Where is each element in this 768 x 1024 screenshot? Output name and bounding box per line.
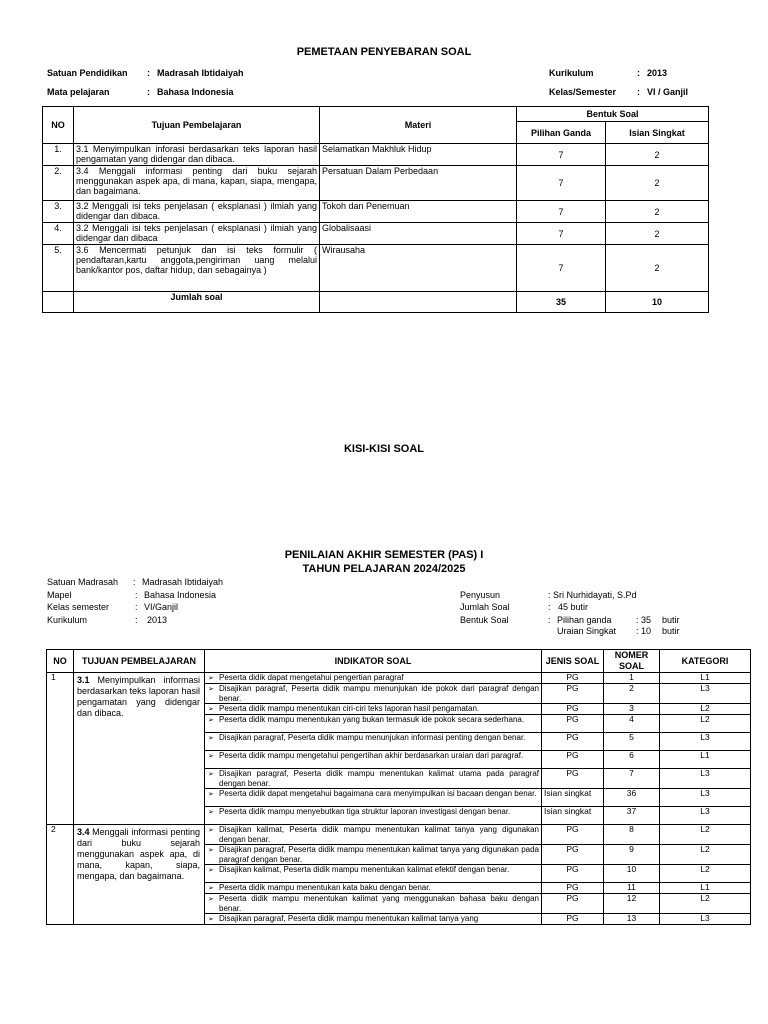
- info-value: Pilihan ganda: [557, 615, 612, 625]
- info-sep: :: [637, 68, 640, 78]
- cell-indikator: [205, 673, 542, 684]
- cell-jenis: PG: [542, 751, 604, 769]
- cell-jenis: Isian singkat: [542, 807, 604, 825]
- info-value-kurikulum: 2013: [647, 68, 668, 78]
- table-row: [43, 245, 709, 292]
- cell-no: 1.: [43, 144, 74, 166]
- indikator-text: Peserta didik dapat mengetahui bagaimana cara menyimpulkan isi bacaan dengan benar.: [219, 789, 537, 798]
- info-sep: :: [147, 87, 150, 97]
- info-sep: :: [147, 68, 150, 78]
- cell-isian: 2: [606, 201, 709, 223]
- info-value: VI/Ganjil: [144, 602, 179, 612]
- info-value: Madrasah Ibtidaiyah: [142, 577, 224, 587]
- cell-indikator: [205, 865, 542, 883]
- cell-nomer: 37: [604, 807, 660, 825]
- cell-tujuan: 3.4 Menggali informasi penting dari buku sejarah menggunakan aspek apa, di mana, kapan, siapa, mengapa, dan bagaimana.: [74, 166, 320, 201]
- cell-nomer: 12: [604, 894, 660, 914]
- cell-isian: 2: [606, 144, 709, 166]
- info-value: butir: [662, 615, 680, 625]
- info-sep: :: [637, 87, 640, 97]
- cell-indikator: [205, 883, 542, 894]
- info-value: Bahasa Indonesia: [144, 590, 217, 600]
- cell-pg: 7: [517, 144, 606, 166]
- cell-pg: 7: [517, 223, 606, 245]
- cell-kategori: L3: [660, 684, 751, 704]
- info-label-kelas: Kelas/Semester: [549, 87, 617, 97]
- bullet-arrow-icon: ➢: [208, 867, 214, 874]
- cell-indikator: [205, 684, 542, 704]
- table-row: [47, 673, 751, 684]
- cell-materi: Selamatkan Makhluk Hidup: [320, 144, 517, 166]
- total-pg: 35: [517, 292, 606, 313]
- cell-indikator: [205, 807, 542, 825]
- cell-indikator: [205, 845, 542, 865]
- bullet-arrow-icon: ➢: [208, 896, 214, 903]
- cell-kategori: L3: [660, 733, 751, 751]
- cell-nomer: 13: [604, 914, 660, 925]
- cell-nomer: 7: [604, 769, 660, 789]
- cell-tujuan: 3.1 Menyimpulkan inforasi berdasarkan teks laporan hasil pengamatan yang didengar dan dibaca.: [74, 144, 320, 166]
- bullet-arrow-icon: ➢: [208, 885, 214, 892]
- cell-nomer: 6: [604, 751, 660, 769]
- bullet-arrow-icon: ➢: [208, 809, 214, 816]
- info-value: 2013: [147, 615, 168, 625]
- info-sep: :: [548, 615, 551, 625]
- cell-nomer: 5: [604, 733, 660, 751]
- cell-no: 2: [47, 825, 74, 925]
- info-label: Kelas semester: [47, 602, 110, 612]
- info-sep: : 35: [636, 615, 652, 625]
- cell-no: 1: [47, 673, 74, 825]
- cell-isian: 2: [606, 223, 709, 245]
- header-kategori: KATEGORI: [660, 650, 751, 673]
- indikator-text: Disajikan paragraf, Peserta didik mampu menentukan kalimat tanya yang: [219, 914, 479, 923]
- pas-title-line2: TAHUN PELAJARAN 2024/2025: [302, 563, 466, 575]
- cell-pg: 7: [517, 166, 606, 201]
- cell-indikator: [205, 914, 542, 925]
- cell-nomer: 8: [604, 825, 660, 845]
- table-row: [43, 166, 709, 201]
- cell-no: 5.: [43, 245, 74, 292]
- info-label: Jumlah Soal: [460, 602, 510, 612]
- info-label: Bentuk Soal: [460, 615, 509, 625]
- indikator-text: Peserta didik mampu menentukan ciri-ciri teks laporan hasil pengamatan.: [219, 704, 480, 713]
- info-sep: :: [548, 590, 551, 600]
- tujuan-code: 3.4: [77, 827, 90, 837]
- cell-materi: Persatuan Dalam Perbedaan: [320, 166, 517, 201]
- cell-indikator: [205, 733, 542, 751]
- info-sep: :: [135, 590, 138, 600]
- indikator-text: Peserta didik mampu menyebutkan tiga struktur laporan investigasi dengan benar.: [219, 807, 511, 816]
- indikator-text: Disajikan kalimat, Peserta didik mampu menentukan kalimat efektif dengan benar.: [219, 865, 510, 874]
- cell-nomer: 9: [604, 845, 660, 865]
- bullet-arrow-icon: ➢: [208, 735, 214, 742]
- cell-materi: Tokoh dan Penemuan: [320, 201, 517, 223]
- cell-indikator: [205, 715, 542, 733]
- cell-materi: Globalisaasi: [320, 223, 517, 245]
- indikator-text: Disajikan kalimat, Peserta didik mampu menentukan kalimat tanya yang digunakan dengan benar.: [219, 825, 539, 844]
- total-isian: 10: [606, 292, 709, 313]
- indikator-text: Disajikan paragraf, Peserta didik mampu menentukan kalimat tanya yang digunakan pada paragraf dengan benar.: [219, 845, 539, 864]
- tujuan-text: Menggali informasi penting dari buku sejarah menggunakan aspek apa, di mana, kapan, siapa, mengapa, dan bagaimana.: [77, 827, 200, 881]
- bullet-arrow-icon: ➢: [208, 753, 214, 760]
- info-value-satuan: Madrasah Ibtidaiyah: [157, 68, 244, 78]
- cell-kategori: L1: [660, 751, 751, 769]
- cell-tujuan: 3.2 Menggali isi teks penjelasan ( eksplanasi ) ilmiah yang didengar dan dibaca.: [74, 201, 320, 223]
- header-nomer: NOMER SOAL: [604, 650, 660, 673]
- header-tujuan: Tujuan Pembelajaran: [74, 107, 320, 144]
- info-label-kurikulum: Kurikulum: [549, 68, 594, 78]
- cell-isian: 2: [606, 166, 709, 201]
- pemetaan-table: [42, 106, 709, 313]
- bullet-arrow-icon: ➢: [208, 827, 214, 834]
- info-label-satuan: Satuan Pendidikan: [47, 68, 128, 78]
- info-sep: :: [133, 577, 136, 587]
- cell-indikator: [205, 769, 542, 789]
- cell-kategori: L2: [660, 845, 751, 865]
- total-row: [43, 292, 709, 313]
- indikator-text: Peserta didik mampu mengetahui pengertihan akhir berdasarkan uraian dari paragraf.: [219, 751, 524, 760]
- info-label-mapel: Mata pelajaran: [47, 87, 110, 97]
- bullet-arrow-icon: ➢: [208, 916, 214, 923]
- cell-jenis: PG: [542, 673, 604, 684]
- info-sep: :: [548, 602, 551, 612]
- cell-kategori: L3: [660, 807, 751, 825]
- cell-jenis: PG: [542, 845, 604, 865]
- bullet-arrow-icon: ➢: [208, 675, 214, 682]
- cell-indikator: [205, 825, 542, 845]
- indikator-text: Peserta didik dapat mengetahui pengertian paragraf: [219, 673, 404, 682]
- cell-nomer: 3: [604, 704, 660, 715]
- cell-nomer: 4: [604, 715, 660, 733]
- cell-pg: 7: [517, 201, 606, 223]
- total-label: Jumlah soal: [74, 292, 320, 313]
- cell-indikator: [205, 751, 542, 769]
- cell-jenis: PG: [542, 715, 604, 733]
- indikator-text: Disajikan paragraf, Peserta didik mampu menunjukan ide pokok dari paragraf dengan benar.: [219, 684, 539, 703]
- cell-kategori: L3: [660, 914, 751, 925]
- cell-pg: 7: [517, 245, 606, 292]
- cell-kategori: L2: [660, 865, 751, 883]
- cell-nomer: 11: [604, 883, 660, 894]
- cell-tujuan: 3.6 Mencermati petunjuk dan isi teks formulir ( pendaftaran,kartu anggota,pengiriman uang melalui bank/kantor pos, daftar hidup, dan sebagainya ): [74, 245, 320, 292]
- indikator-text: Disajikan paragraf, Peserta didik mampu menentukan kalimat utama pada paragraf dengan benar.: [219, 769, 539, 788]
- header-materi: Materi: [320, 107, 517, 144]
- cell-isian: 2: [606, 245, 709, 292]
- info-label: Satuan Madrasah: [47, 577, 119, 587]
- cell-nomer: 10: [604, 865, 660, 883]
- cell-nomer: 1: [604, 673, 660, 684]
- bullet-arrow-icon: ➢: [208, 717, 214, 724]
- indikator-text: Peserta didik mampu menentukan yang bukan termasuk ide pokok secara sederhana.: [219, 715, 525, 724]
- header-tujuan: TUJUAN PEMBELAJARAN: [74, 650, 205, 673]
- table-row: [47, 825, 751, 845]
- cell-kategori: L2: [660, 704, 751, 715]
- header-no: NO: [47, 650, 74, 673]
- header-indikator: INDIKATOR SOAL: [205, 650, 542, 673]
- kisi-kisi-table: [46, 649, 751, 925]
- kisi-kisi-title: KISI-KISI SOAL: [343, 443, 425, 455]
- cell-kategori: L1: [660, 883, 751, 894]
- cell-jenis: Isian singkat: [542, 789, 604, 807]
- cell-jenis: PG: [542, 704, 604, 715]
- info-value-mapel: Bahasa Indonesia: [157, 87, 234, 97]
- info-label: Mapel: [47, 590, 72, 600]
- cell-kategori: L2: [660, 825, 751, 845]
- info-value-kelas: VI / Ganjil: [647, 87, 689, 97]
- cell-no: 3.: [43, 201, 74, 223]
- info-label: Kurikulum: [47, 615, 88, 625]
- cell-tujuan: [74, 825, 205, 925]
- indikator-text: Disajikan paragraf, Peserta didik mampu menunjukan informasi penting dengan benar.: [219, 733, 526, 742]
- cell-jenis: PG: [542, 883, 604, 894]
- info-sep: :: [135, 615, 138, 625]
- table-row: [43, 144, 709, 166]
- bullet-arrow-icon: ➢: [208, 771, 214, 778]
- indikator-text: Peserta didik mampu menentukan kata baku dengan benar.: [219, 883, 431, 892]
- cell-tujuan: [74, 673, 205, 825]
- info-value: butir: [662, 626, 680, 636]
- cell-nomer: 36: [604, 789, 660, 807]
- pemetaan-title: PEMETAAN PENYEBARAN SOAL: [296, 46, 472, 58]
- bullet-arrow-icon: ➢: [208, 847, 214, 854]
- header-bentuk-soal: Bentuk Soal: [517, 107, 709, 122]
- pas-title-line1: PENILAIAN AKHIR SEMESTER (PAS) I: [284, 549, 484, 561]
- cell-indikator: [205, 704, 542, 715]
- cell-jenis: PG: [542, 894, 604, 914]
- header-isian-singkat: Isian Singkat: [606, 122, 709, 144]
- info-sep: : 10: [636, 626, 652, 636]
- indikator-text: Peserta didik mampu menentukan kalimat yang menggunakan bahasa baku dengan benar.: [219, 894, 539, 913]
- info-label: Penyusun: [460, 590, 501, 600]
- info-value: Uraian Singkat: [557, 626, 617, 636]
- cell-nomer: 2: [604, 684, 660, 704]
- header-pilihan-ganda: Pilihan Ganda: [517, 122, 606, 144]
- cell-indikator: [205, 894, 542, 914]
- header-jenis: JENIS SOAL: [542, 650, 604, 673]
- cell-kategori: L3: [660, 789, 751, 807]
- bullet-arrow-icon: ➢: [208, 686, 214, 693]
- bullet-arrow-icon: ➢: [208, 706, 214, 713]
- cell-no: 4.: [43, 223, 74, 245]
- table-row: [43, 223, 709, 245]
- bullet-arrow-icon: ➢: [208, 791, 214, 798]
- header-no: NO: [43, 107, 74, 144]
- cell-tujuan: 3.2 Menggali isi teks penjelasan ( eksplanasi ) ilmiah yang didengar dan dibaca: [74, 223, 320, 245]
- cell-indikator: [205, 789, 542, 807]
- cell-materi: Wirausaha: [320, 245, 517, 292]
- cell-kategori: L2: [660, 715, 751, 733]
- cell-jenis: PG: [542, 733, 604, 751]
- cell-jenis: PG: [542, 769, 604, 789]
- cell-jenis: PG: [542, 825, 604, 845]
- cell-jenis: PG: [542, 684, 604, 704]
- tujuan-text: Menyimpulkan informasi berdasarkan teks laporan hasil pengamatan yang didengar dan dibaca.: [77, 675, 200, 718]
- info-value: 45 butir: [558, 602, 589, 612]
- cell-kategori: L3: [660, 769, 751, 789]
- tujuan-code: 3.1: [77, 675, 90, 685]
- cell-kategori: L2: [660, 894, 751, 914]
- table-row: [43, 201, 709, 223]
- cell-no: 2.: [43, 166, 74, 201]
- cell-kategori: L1: [660, 673, 751, 684]
- info-sep: :: [135, 602, 138, 612]
- cell-jenis: PG: [542, 914, 604, 925]
- info-value: Sri Nurhidayati, S.Pd: [553, 590, 637, 600]
- cell-jenis: PG: [542, 865, 604, 883]
